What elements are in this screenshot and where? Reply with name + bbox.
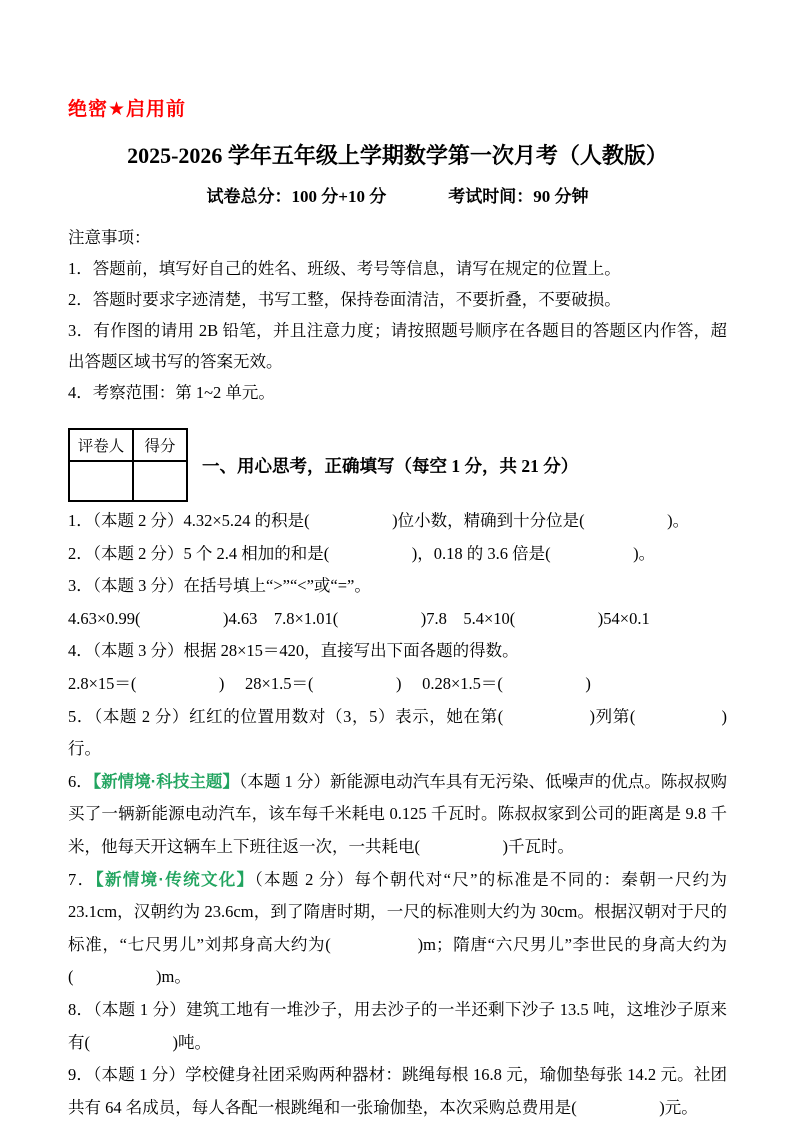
notice-item-1: 1．答题前，填写好自己的姓名、班级、考号等信息，请写在规定的位置上。 xyxy=(68,259,621,278)
question-6-text: （本题 1 分）新能源电动汽车具有无污染、低噪声的优点。陈叔叔购买了一辆新能源电动汽车，该车每千米耗电 0.125 千瓦时。陈叔叔家到公司的距离是 9.8 千米，他每天开这辆车上下班往返一次，一共耗电( )千瓦时。 xyxy=(68,771,728,856)
question-4-formula-line: 2.8×15＝( ) 28×1.5＝( ) 0.28×1.5＝( ) xyxy=(68,673,591,693)
question-3-number: 3．（本题 3 分） xyxy=(68,576,184,596)
question-8 xyxy=(68,994,727,1059)
question-7-number: 7． xyxy=(68,869,96,889)
question-6-number: 6． xyxy=(68,771,93,791)
grader-label-cell: 评卷人 xyxy=(69,429,133,461)
grader-value-cell xyxy=(69,461,133,501)
question-6 xyxy=(68,766,727,864)
exam-duration-label: 考试时间：90 分钟 xyxy=(448,187,589,206)
question-2-text: 5 个 2.4 相加的和是( )，0.18 的 3.6 倍是( )。 xyxy=(183,543,656,563)
score-value-cell xyxy=(133,461,187,501)
grader-section-row xyxy=(68,428,727,502)
question-9-number: 9．（本题 1 分） xyxy=(68,1065,186,1085)
secret-banner: 绝密★启用前 xyxy=(68,99,187,120)
question-3-formula-line: 4.63×0.99( )4.63 7.8×1.01( )7.8 5.4×10( )54×0.1 xyxy=(68,608,650,628)
question-5-number: 5．（本题 2 分） xyxy=(68,706,190,726)
question-3-text: 在括号填上“>”“<”或“=”。 xyxy=(183,576,371,596)
question-4-text: 根据 28×15＝420，直接写出下面各题的得数。 xyxy=(183,641,519,661)
question-2 xyxy=(68,538,727,571)
notice-heading: 注意事项： xyxy=(68,228,151,247)
question-3 xyxy=(68,570,727,603)
question-9 xyxy=(68,1059,727,1124)
question-6-theme-tag: 【新情境·科技主题】 xyxy=(92,772,240,791)
notice-item-4: 4．考察范围：第 1~2 单元。 xyxy=(68,383,275,402)
question-5 xyxy=(68,701,727,766)
total-score-label: 试卷总分：100 分+10 分 xyxy=(206,187,387,206)
question-9-text: 学校健身社团采购两种器材：跳绳每根 16.8 元，瑜伽垫每张 14.2 元。社团共有 64 名成员，每人各配一根跳绳和一张瑜伽垫，本次采购总费用是( )元。 xyxy=(68,1065,728,1117)
question-4 xyxy=(68,635,727,668)
score-label-cell: 得分 xyxy=(133,429,187,461)
question-5-text: 红红的位置用数对（3，5）表示，她在第( )列第( )行。 xyxy=(68,706,728,759)
grader-table-header-row xyxy=(69,429,187,461)
notice-item-3: 3．有作图的请用 2B 铅笔，并且注意力度；请按照题号顺序在各题目的答题区内作答，超出答题区域书写的答案无效。 xyxy=(68,321,727,371)
exam-title: 2025-2026 学年五年级上学期数学第一次月考（人教版） xyxy=(127,143,668,168)
question-1-number: 1．（本题 2 分） xyxy=(68,511,184,530)
question-8-number: 8．（本题 1 分） xyxy=(68,999,187,1019)
question-2-number: 2．（本题 2 分） xyxy=(68,543,184,563)
grader-score-table xyxy=(68,428,188,502)
exam-subtitle xyxy=(68,184,727,210)
question-7 xyxy=(68,864,727,994)
question-7-text: （本题 2 分）每个朝代对“尺”的标准是不同的：秦朝一尺约为 23.1cm，汉朝约为 23.6cm，到了隋唐时期，一尺的标准则大约为 30cm。根据汉朝对于尺的标准，“七尺男儿”刘邦身高大约为( )m；隋唐“六尺男儿”李世民的身高大约为( )m。 xyxy=(68,869,728,987)
notice-item-2: 2．答题时要求字迹清楚，书写工整，保持卷面清洁，不要折叠，不要破损。 xyxy=(68,290,621,309)
question-7-theme-tag: 【新情境·传统文化】 xyxy=(95,870,255,889)
questions-list xyxy=(68,505,727,1124)
question-4-number: 4．（本题 3 分） xyxy=(68,641,184,661)
grader-table-value-row xyxy=(69,461,187,501)
question-1-text: 4.32×5.24 的积是( )位小数，精确到十分位是( )。 xyxy=(183,511,690,530)
question-1 xyxy=(68,505,727,538)
notice-section xyxy=(68,222,727,408)
section-1-heading: 一、用心思考，正确填写（每空 1 分，共 21 分） xyxy=(202,455,579,476)
question-8-text: 建筑工地有一堆沙子，用去沙子的一半还剩下沙子 13.5 吨，这堆沙子原来有( )吨。 xyxy=(68,999,728,1052)
